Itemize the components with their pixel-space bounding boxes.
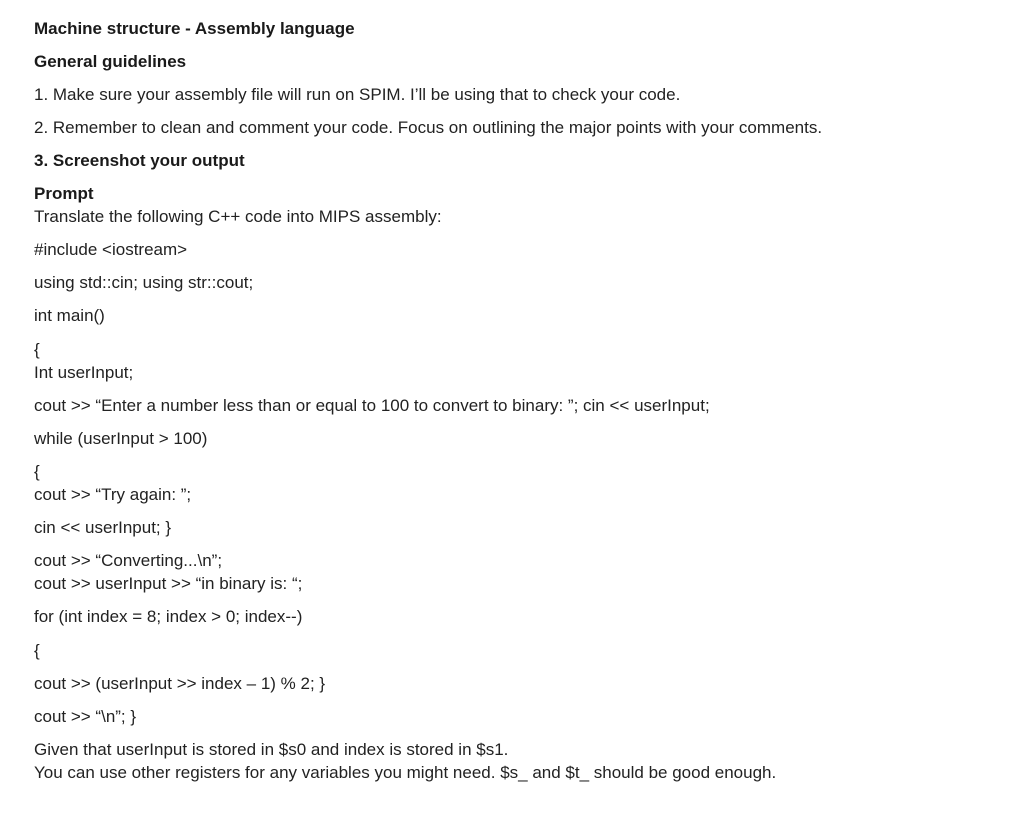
code-line: while (userInput > 100) <box>34 429 208 448</box>
code-line: cout >> “Enter a number less than or equal to 100 to convert to binary: ”; cin << userInput; <box>34 396 710 415</box>
note-line: You can use other registers for any variables you might need. $s_ and $t_ should be good enough. <box>34 763 777 782</box>
guideline-item-bold: 3. Screenshot your output <box>34 151 245 170</box>
code-line: cout >> (userInput >> index – 1) % 2; } <box>34 674 326 693</box>
code-line: cout >> userInput >> “in binary is: “; <box>34 574 303 593</box>
document-title: Machine structure - Assembly language <box>34 19 355 38</box>
guidelines-heading: General guidelines <box>34 52 187 71</box>
code-line: #include <iostream> <box>34 240 188 259</box>
guideline-item: 2. Remember to clean and comment your code. Focus on outlining the major points with your comments. <box>34 118 823 137</box>
code-line: cin << userInput; } <box>34 518 172 537</box>
code-line: cout >> “Converting...\n”; <box>34 551 223 570</box>
code-line: for (int index = 8; index > 0; index--) <box>34 607 303 626</box>
code-line: using std::cin; using str::cout; <box>34 273 254 292</box>
code-line: { <box>34 462 40 481</box>
note-line: Given that userInput is stored in $s0 and index is stored in $s1. <box>34 740 509 759</box>
prompt-intro: Translate the following C++ code into MIPS assembly: <box>34 207 442 226</box>
guideline-item: 1. Make sure your assembly file will run on SPIM. I’ll be using that to check your code. <box>34 85 681 104</box>
code-line: { <box>34 641 40 660</box>
code-line: { <box>34 340 40 359</box>
code-line: cout >> “Try again: ”; <box>34 485 192 504</box>
code-line: int main() <box>34 306 105 325</box>
code-line: Int userInput; <box>34 363 134 382</box>
code-line: cout >> “\n”; } <box>34 707 137 726</box>
prompt-heading: Prompt <box>34 184 94 203</box>
